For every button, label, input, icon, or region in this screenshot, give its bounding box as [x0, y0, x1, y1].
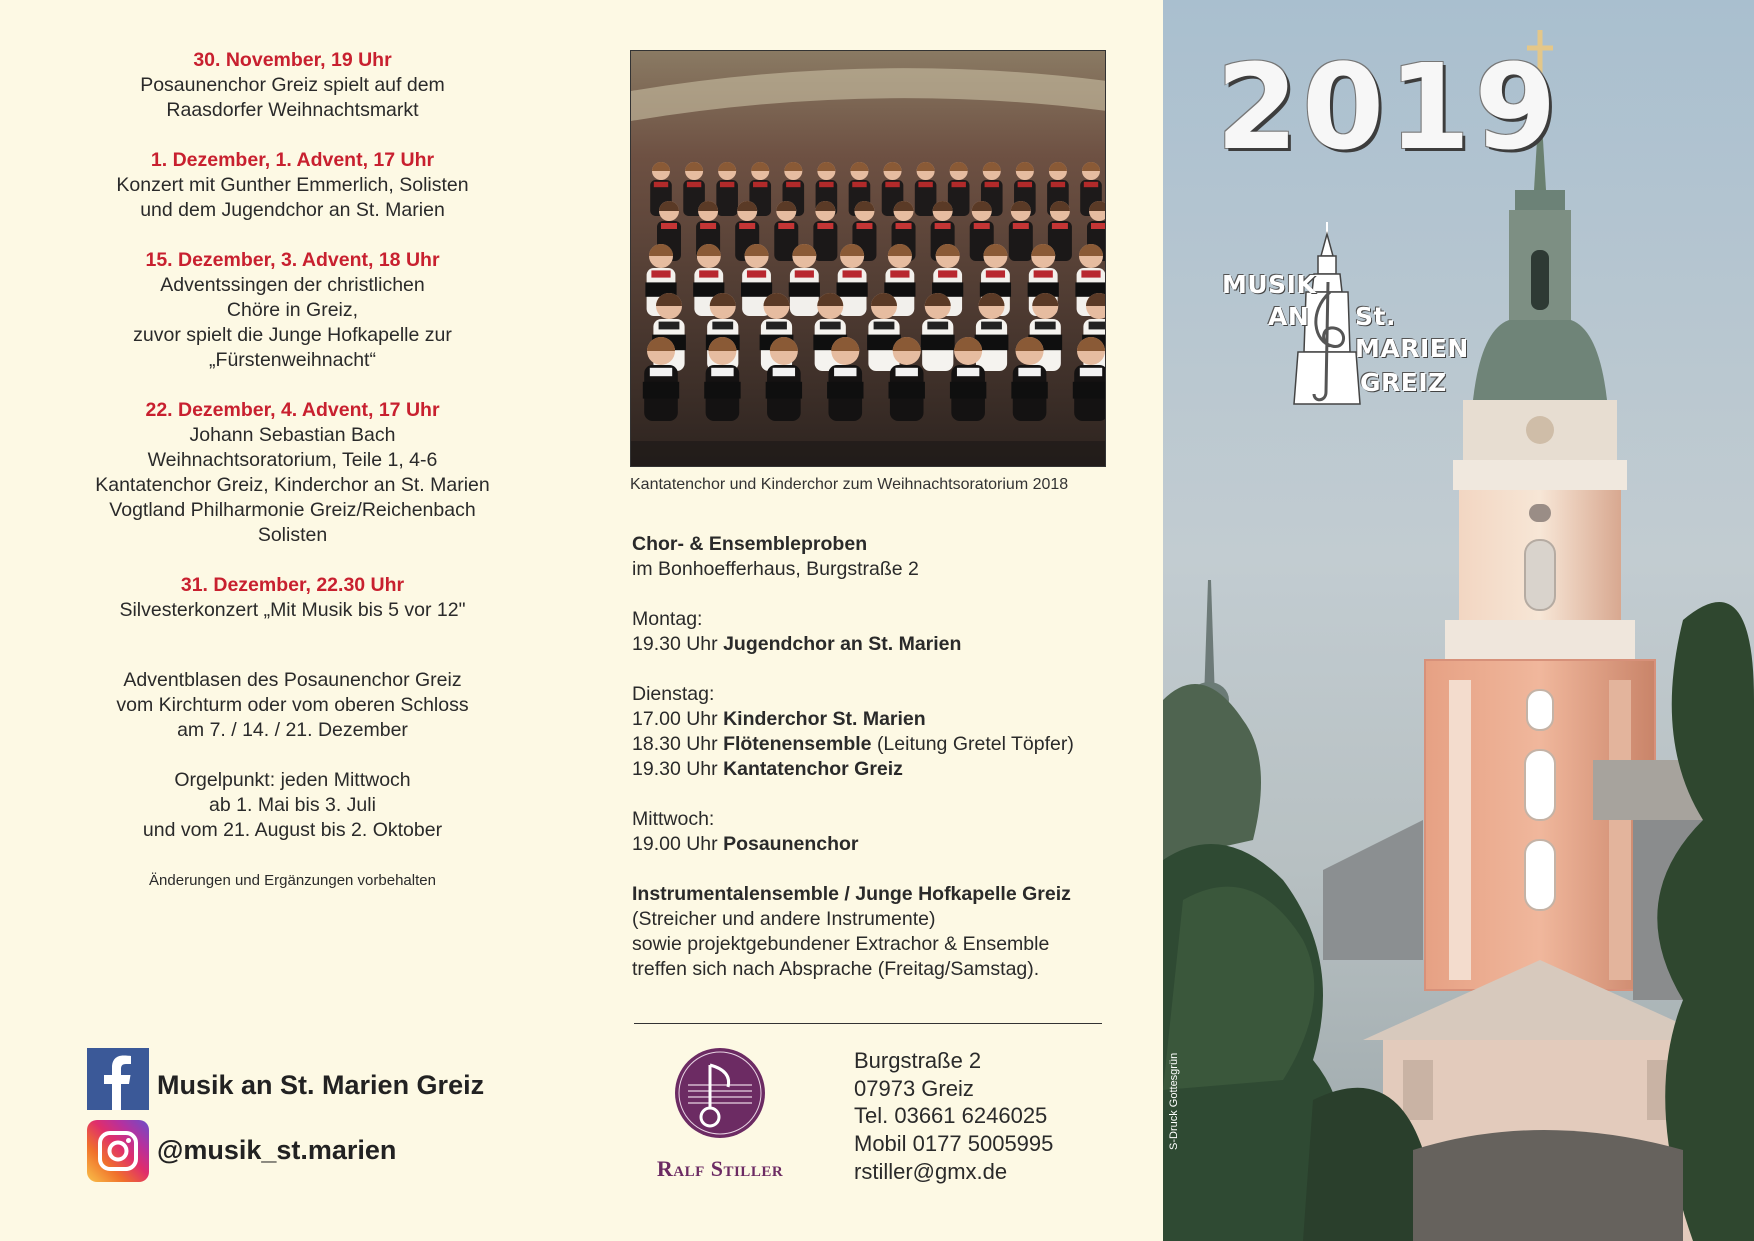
- ensemble-title: Instrumentalensemble / Junge Hofkapelle Greiz: [632, 883, 1071, 905]
- singer-scarf: [843, 270, 862, 277]
- singer-scarf: [711, 368, 733, 376]
- note-line: Adventblasen des Posaunenchor Greiz: [123, 669, 462, 691]
- disclaimer: Änderungen und Ergänzungen vorbehalten: [149, 872, 436, 889]
- day-label: Dienstag:: [632, 683, 715, 705]
- contact-line: Burgstraße 2: [854, 1048, 982, 1073]
- singer-scarf: [985, 182, 999, 187]
- music-folder: [827, 382, 863, 399]
- instagram-icon: [87, 1120, 149, 1182]
- rehearsal-entry: [632, 732, 1112, 757]
- singer-scarf: [1013, 223, 1029, 229]
- instagram-label: @musik_st.marien: [157, 1135, 397, 1165]
- singer-scarf: [1052, 223, 1068, 229]
- printer-credit: S-Druck Gottesgrün: [1168, 1052, 1180, 1150]
- event-item: [60, 573, 525, 623]
- event-description: Johann Sebastian Bach: [189, 424, 396, 446]
- singer-scarf: [700, 223, 716, 229]
- event-date: 31. Dezember, 22.30 Uhr: [180, 574, 405, 596]
- singer-scarf: [1034, 270, 1053, 277]
- singer-scarf: [661, 223, 677, 229]
- event-description: Weihnachtsoratorium, Teile 1, 4-6: [147, 449, 438, 471]
- rehearsal-group: Jugendchor an St. Marien: [723, 633, 962, 655]
- singer-scarf: [659, 322, 680, 330]
- singer-scarf: [885, 182, 899, 187]
- music-folder: [741, 282, 772, 296]
- music-folder: [950, 382, 986, 399]
- rehearsal-time: 19.00 Uhr: [632, 833, 718, 855]
- singer-scarf: [896, 368, 918, 376]
- rehearsal-time: 19.30 Uhr: [632, 633, 718, 655]
- event-item: [60, 398, 525, 548]
- singer-scarf: [981, 322, 1002, 330]
- singer-scarf: [856, 223, 872, 229]
- singer-scarf: [712, 322, 733, 330]
- singer-scarf: [957, 368, 979, 376]
- singer-scarf: [1035, 322, 1056, 330]
- music-folder: [889, 382, 925, 399]
- singer-scarf: [1084, 182, 1098, 187]
- singer-scarf: [773, 368, 795, 376]
- facebook-icon: [87, 1048, 149, 1110]
- rehearsal-entry: [632, 707, 1112, 732]
- rehearsal-day: [632, 807, 1112, 857]
- singer-scarf: [1018, 182, 1032, 187]
- note-line: ab 1. Mai bis 3. Juli: [209, 794, 376, 816]
- rehearsal-entry: [632, 757, 1112, 782]
- singer-scarf: [896, 223, 912, 229]
- singer-scarf: [951, 182, 965, 187]
- music-folder: [1073, 382, 1106, 399]
- singer-scarf: [935, 223, 951, 229]
- rehearsal-time: 17.00 Uhr: [632, 708, 718, 730]
- event-item: [60, 48, 525, 123]
- rehearsal-group: Posaunenchor: [723, 833, 859, 855]
- singer-scarf: [747, 270, 766, 277]
- note-line: und vom 21. August bis 2. Oktober: [142, 819, 443, 841]
- singer-scarf: [890, 270, 909, 277]
- rehearsal-day: [632, 682, 1112, 782]
- event-date: 1. Dezember, 1. Advent, 17 Uhr: [150, 149, 435, 171]
- singer-scarf: [874, 322, 895, 330]
- singer-scarf: [650, 368, 672, 376]
- brand-line-2: AN: [1268, 302, 1310, 331]
- event-description: Adventssingen der christlichen: [160, 274, 425, 296]
- event-description: Kantatenchor Greiz, Kinderchor an St. Marien: [95, 474, 490, 496]
- singer-scarf: [819, 182, 833, 187]
- singer-scarf: [927, 322, 948, 330]
- events-column: [60, 48, 525, 893]
- rehearsal-day: [632, 607, 1112, 657]
- event-item: [60, 148, 525, 223]
- contact-line: 07973 Greiz: [854, 1075, 974, 1101]
- brand-line-1: MUSIK: [1222, 270, 1317, 299]
- day-label: Mittwoch:: [632, 808, 715, 830]
- event-description: Solisten: [257, 524, 328, 546]
- rehearsal-time: 18.30 Uhr: [632, 733, 718, 755]
- singer-scarf: [1089, 322, 1106, 330]
- ensemble-line: sowie projektgebundener Extrachor & Ensemble: [632, 933, 1050, 955]
- rehearsal-group: Kantatenchor Greiz: [723, 758, 903, 780]
- singer-scarf: [778, 223, 794, 229]
- ensemble-line: (Streicher und andere Instrumente): [632, 908, 936, 930]
- choir-photo: [630, 50, 1106, 467]
- note-line: am 7. / 14. / 21. Dezember: [177, 719, 408, 741]
- cover-image: [1163, 0, 1754, 1241]
- event-description: Posaunenchor Greiz spielt auf dem: [140, 74, 445, 96]
- year-title: 2019: [1216, 38, 1561, 176]
- rehearsal-group: Flötenensemble: [723, 733, 872, 755]
- contact-line: Mobil 0177 5005995: [854, 1131, 1054, 1157]
- singer-scarf: [820, 322, 841, 330]
- event-date: 30. November, 19 Uhr: [193, 49, 392, 71]
- singer-scarf: [1091, 223, 1106, 229]
- rehearsal-entry: [632, 632, 1112, 657]
- note-item: [60, 668, 525, 743]
- divider: [634, 1023, 1102, 1024]
- singer-scarf: [918, 182, 932, 187]
- music-folder: [704, 382, 740, 399]
- event-description: zuvor spielt die Junge Hofkapelle zur: [133, 324, 452, 346]
- singer-scarf: [720, 182, 734, 187]
- event-description: Silvesterkonzert „Mit Musik bis 5 vor 12": [119, 599, 466, 621]
- photo-caption: Kantatenchor und Kinderchor zum Weihnachtsoratorium 2018: [630, 476, 1069, 493]
- day-label: Montag:: [632, 608, 703, 630]
- event-date: 22. Dezember, 4. Advent, 17 Uhr: [145, 399, 440, 421]
- event-item: [60, 248, 525, 373]
- rehearsal-note: (Leitung Gretel Töpfer): [876, 733, 1074, 755]
- event-list: [60, 48, 525, 623]
- ralf-stiller-name: Ralf Stiller: [656, 1156, 784, 1181]
- singer-scarf: [938, 270, 957, 277]
- brand-line-5: GREIZ: [1360, 368, 1447, 397]
- rehearsal-group: Kinderchor St. Marien: [723, 708, 926, 730]
- singer-scarf: [795, 270, 814, 277]
- singer-scarf: [1081, 270, 1100, 277]
- singer-scarf: [786, 182, 800, 187]
- singer-scarf: [699, 270, 718, 277]
- event-description: Chöre in Greiz,: [226, 299, 359, 321]
- singer-scarf: [817, 223, 833, 229]
- singer-scarf: [986, 270, 1005, 277]
- brand-line-3: St.: [1355, 302, 1396, 331]
- singer-scarf: [1018, 368, 1040, 376]
- note-line: vom Kirchturm oder vom oberen Schloss: [116, 694, 469, 716]
- event-description: und dem Jugendchor an St. Marien: [140, 199, 445, 221]
- singer-scarf: [739, 223, 755, 229]
- contact-line: Tel. 03661 6246025: [854, 1103, 1048, 1129]
- rehearsal-location: im Bonhoefferhaus, Burgstraße 2: [632, 558, 919, 580]
- note-item: [60, 768, 525, 843]
- music-folder: [837, 282, 868, 296]
- contact-line: rstiller@gmx.de: [854, 1158, 1008, 1184]
- singer-scarf: [753, 182, 767, 187]
- note-line: Orgelpunkt: jeden Mittwoch: [174, 769, 411, 791]
- rehearsal-info: [632, 532, 1112, 1007]
- event-description: Vogtland Philharmonie Greiz/Reichenbach: [109, 499, 476, 521]
- rehearsal-title: Chor- & Ensembleproben: [632, 533, 868, 555]
- contact-block: [854, 1047, 1053, 1186]
- facebook-label: Musik an St. Marien Greiz: [157, 1070, 485, 1100]
- singer-scarf: [687, 182, 701, 187]
- singer-scarf: [834, 368, 856, 376]
- event-description: Konzert mit Gunther Emmerlich, Solisten: [116, 174, 469, 196]
- event-date: 15. Dezember, 3. Advent, 18 Uhr: [145, 249, 440, 271]
- brand-line-4: MARIEN: [1355, 334, 1469, 363]
- singer-scarf: [766, 322, 787, 330]
- ensemble-line: treffen sich nach Absprache (Freitag/Samstag).: [632, 958, 1040, 980]
- singer-scarf: [651, 270, 670, 277]
- music-folder: [766, 382, 802, 399]
- rehearsal-entry: [632, 832, 1112, 857]
- music-folder: [1011, 382, 1047, 399]
- singer-scarf: [852, 182, 866, 187]
- event-description: Raasdorfer Weihnachtsmarkt: [166, 99, 419, 121]
- music-folder: [643, 382, 679, 399]
- musik-an-st-marien-logo: [1218, 222, 1468, 412]
- singer-scarf: [1051, 182, 1065, 187]
- music-folder: [921, 335, 955, 351]
- notes-list: [60, 668, 525, 843]
- event-description: „Fürstenweihnacht“: [209, 349, 376, 371]
- singer-scarf: [654, 182, 668, 187]
- music-folder: [789, 282, 820, 296]
- rehearsal-time: 19.30 Uhr: [632, 758, 718, 780]
- singer-scarf: [1080, 368, 1102, 376]
- singer-scarf: [974, 223, 990, 229]
